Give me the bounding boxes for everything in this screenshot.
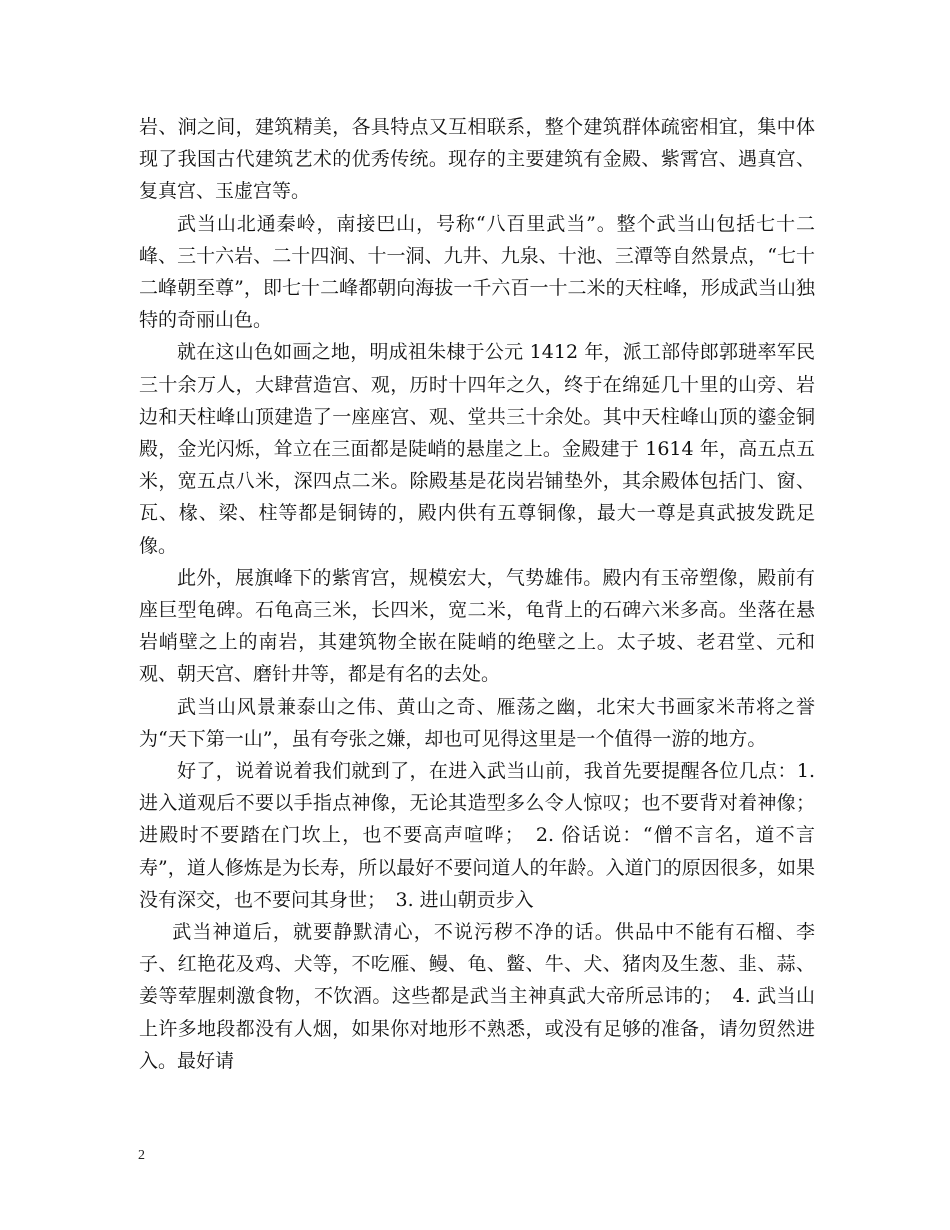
paragraph-scenery: 武当山风景兼泰山之伟、黄山之奇、雁荡之幽，北宋大书画家米芾将之誉为“天下第一山”，虽有夸张之嫌，却也可见得这里是一个值得一游的地方。 (139, 695, 815, 750)
document-body (139, 111, 815, 1077)
paragraph-zixiao-palace: 此外，展旗峰下的紫宵宫，规模宏大，气势雄伟。殿内有玉帝塑像，殿前有座巨型龟碑。石龟高三米，长四米，宽二米，龟背上的石碑六米多高。坐落在悬岩峭壁之上的南岩，其建筑物全嵌在陡峭的绝壁之上。太子坡、老君堂、元和观、朝天宫、磨针井等，都是有名的去处。 (139, 566, 815, 686)
page-number: 2 (138, 1148, 145, 1163)
paragraph-architecture: 岩、涧之间，建筑精美，各具特点又互相联系，整个建筑群体疏密相宜，集中体现了我国古代建筑艺术的优秀传统。现存的主要建筑有金殿、紫霄宫、遇真宫、复真宫、玉虚宫等。 (139, 116, 815, 203)
paragraph-reminders: 好了，说着说着我们就到了，在进入武当山前，我首先要提醒各位几点：1. 进入道观后不要以手指点神像，无论其造型多么令人惊叹；也不要背对着神像；进殿时不要踏在门坎上，也不要高声喧哗； 2. 俗话说：“僧不言名，道不言寿”，道人修炼是为长寿，所以最好不要问道人的年龄。入道门的原因很多，如果没有深交，也不要问其身世； 3. 进山朝贡步入 (139, 760, 815, 911)
paragraph-history: 就在这山色如画之地，明成祖朱棣于公元 1412 年，派工部侍郎郭琎率军民三十余万人，大肆营造宫、观，历时十四年之久，终于在绵延几十里的山旁、岩边和天柱峰山顶建造了一座座宫、观、堂共三十余处。其中天柱峰山顶的鎏金铜殿，金光闪烁，耸立在三面都是陡峭的悬崖之上。金殿建于 1614 年，高五点五米，宽五点八米，深四点二米。除殿基是花岗岩铺垫外，其余殿体包括门、窗、瓦、椽、梁、柱等都是铜铸的，殿内供有五尊铜像，最大一尊是真武披发跣足像。 (139, 341, 815, 557)
paragraph-geography: 武当山北通秦岭，南接巴山，号称“八百里武当”。整个武当山包括七十二峰、三十六岩、二十四涧、十一洞、九井、九泉、十池、三潭等自然景点，“七十二峰朝至尊”，即七十二峰都朝向海拔一千六百一十二米的天柱峰，形成武当山独特的奇丽山色。 (139, 212, 815, 332)
paragraph-reminders-continued: 武当神道后，就要静默清心，不说污秽不净的话。供品中不能有石榴、李子、红艳花及鸡、犬等，不吃雁、鳗、龟、鳖、牛、犬、猪肉及生葱、韭、蒜、姜等荤腥刺激食物，不饮酒。这些都是武当主神真武大帝所忌讳的； 4. 武当山上许多地段都没有人烟，如果你对地形不熟悉，或没有足够的准备，请勿贸然进入。最好请 (139, 921, 815, 1072)
